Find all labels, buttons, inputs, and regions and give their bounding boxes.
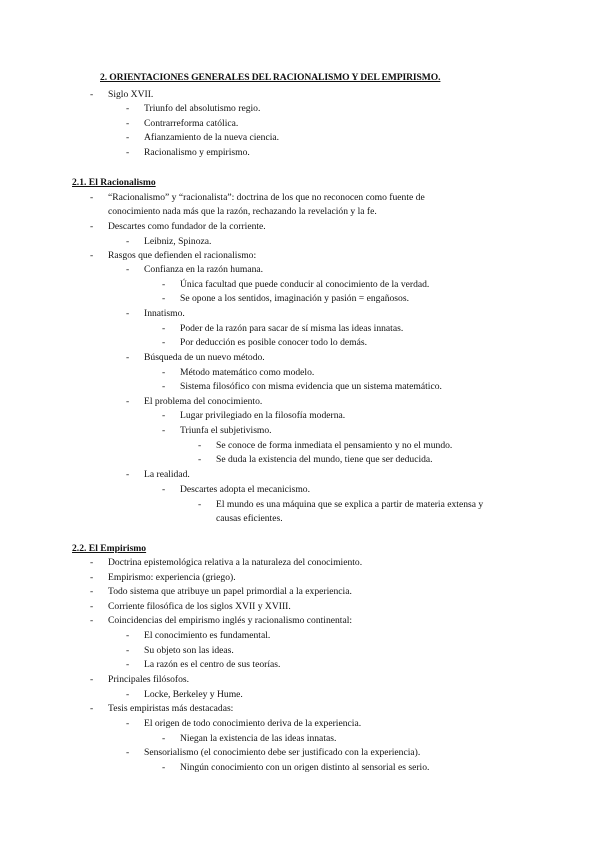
list-item: Se duda la existencia del mundo, tiene que ser deducida. <box>216 454 433 465</box>
list-item: Se opone a los sentidos, imaginación y pasión = engañosos. <box>180 293 409 304</box>
bullet-dash: - <box>126 659 130 670</box>
bullet-dash: - <box>162 279 166 290</box>
list-item: El problema del conocimiento. <box>144 396 263 407</box>
bullet-dash: - <box>126 718 130 729</box>
bullet-dash: - <box>126 132 130 143</box>
bullet-dash: - <box>162 425 166 436</box>
bullet-dash: - <box>162 293 166 304</box>
list-item: Locke, Berkeley y Hume. <box>144 689 243 700</box>
list-item: Empirismo: experiencia (griego). <box>108 572 236 583</box>
bullet-dash: - <box>162 323 166 334</box>
bullet-dash: - <box>126 147 130 158</box>
list-item: Poder de la razón para sacar de sí misma las ideas innatas. <box>180 323 404 334</box>
bullet-dash: - <box>126 103 130 114</box>
bullet-dash: - <box>126 747 130 758</box>
section-heading-empirismo: 2.2. El Empirismo <box>72 543 147 554</box>
bullet-dash: - <box>162 762 166 773</box>
list-item: Triunfa el subjetivismo. <box>180 425 272 436</box>
list-item: Tesis empiristas más destacadas: <box>108 703 234 714</box>
list-item: Leibniz, Spinoza. <box>144 236 212 247</box>
bullet-dash: - <box>198 499 202 510</box>
bullet-dash: - <box>90 601 94 612</box>
list-item: Coincidencias del empirismo inglés y racionalismo continental: <box>108 615 353 626</box>
page-title: 2. ORIENTACIONES GENERALES DEL RACIONALISMO Y DEL EMPIRISMO. <box>100 72 441 83</box>
list-item: Lugar privilegiado en la filosofía moderna. <box>180 410 346 421</box>
list-item: Afianzamiento de la nueva ciencia. <box>144 132 280 143</box>
list-item: Innatismo. <box>144 308 185 319</box>
list-item: Sensorialismo (el conocimiento debe ser justificado con la experiencia). <box>144 747 421 758</box>
list-item: Triunfo del absolutismo regio. <box>144 103 261 114</box>
list-item: La razón es el centro de sus teorías. <box>144 659 281 670</box>
list-item: El conocimiento es fundamental. <box>144 630 271 641</box>
list-item: Ningún conocimiento con un origen distinto al sensorial es serio. <box>180 762 430 773</box>
list-item: Niegan la existencia de las ideas innatas. <box>180 733 337 744</box>
bullet-dash: - <box>126 689 130 700</box>
bullet-dash: - <box>162 733 166 744</box>
bullet-dash: - <box>126 352 130 363</box>
bullet-dash: - <box>90 221 94 232</box>
bullet-dash: - <box>90 89 94 100</box>
list-item: Siglo XVII. <box>108 89 154 100</box>
list-item: Búsqueda de un nuevo método. <box>144 352 265 363</box>
bullet-dash: - <box>162 410 166 421</box>
bullet-dash: - <box>90 250 94 261</box>
bullet-dash: - <box>90 572 94 583</box>
bullet-dash: - <box>162 337 166 348</box>
bullet-dash: - <box>90 703 94 714</box>
list-item: Método matemático como modelo. <box>180 367 315 378</box>
bullet-dash: - <box>162 367 166 378</box>
list-item: Racionalismo y empirismo. <box>144 147 250 158</box>
bullet-dash: - <box>126 118 130 129</box>
list-item: Rasgos que defienden el racionalismo: <box>108 250 257 261</box>
bullet-dash: - <box>126 645 130 656</box>
bullet-dash: - <box>198 440 202 451</box>
list-item: Se conoce de forma inmediata el pensamiento y no el mundo. <box>216 440 453 451</box>
list-item: Sistema filosófico con misma evidencia que un sistema matemático. <box>180 381 442 392</box>
list-item: Su objeto son las ideas. <box>144 645 234 656</box>
bullet-dash: - <box>162 381 166 392</box>
list-item: Todo sistema que atribuye un papel primordial a la experiencia. <box>108 586 352 597</box>
bullet-dash: - <box>126 236 130 247</box>
bullet-dash: - <box>90 557 94 568</box>
bullet-dash: - <box>162 484 166 495</box>
list-item: Contrarreforma católica. <box>144 118 239 129</box>
bullet-dash: - <box>90 615 94 626</box>
list-item-continuation: causas eficientes. <box>216 513 283 524</box>
bullet-dash: - <box>126 308 130 319</box>
list-item: El mundo es una máquina que se explica a partir de materia extensa y <box>216 499 484 510</box>
section-heading-racionalismo: 2.1. El Racionalismo <box>72 177 156 188</box>
list-item: Doctrina epistemológica relativa a la naturaleza del conocimiento. <box>108 557 363 568</box>
list-item: Descartes adopta el mecanicismo. <box>180 484 310 495</box>
list-item: “Racionalismo” y “racionalista”: doctrina de los que no reconocen como fuente de <box>108 192 425 203</box>
list-item: La realidad. <box>144 469 190 480</box>
list-item: Confianza en la razón humana. <box>144 264 264 275</box>
list-item-continuation: conocimiento nada más que la razón, rechazando la revelación y la fe. <box>108 206 377 217</box>
bullet-dash: - <box>90 674 94 685</box>
list-item: Por deducción es posible conocer todo lo demás. <box>180 337 368 348</box>
bullet-dash: - <box>126 630 130 641</box>
list-item: Principales filósofos. <box>108 674 190 685</box>
list-item: Única facultad que puede conducir al conocimiento de la verdad. <box>180 279 430 290</box>
list-item: El origen de todo conocimiento deriva de la experiencia. <box>144 718 362 729</box>
list-item: Descartes como fundador de la corriente. <box>108 221 266 232</box>
list-item: Corriente filosófica de los siglos XVII y XVIII. <box>108 601 291 612</box>
bullet-dash: - <box>126 469 130 480</box>
bullet-dash: - <box>126 396 130 407</box>
bullet-dash: - <box>90 586 94 597</box>
bullet-dash: - <box>90 192 94 203</box>
bullet-dash: - <box>198 454 202 465</box>
bullet-dash: - <box>126 264 130 275</box>
